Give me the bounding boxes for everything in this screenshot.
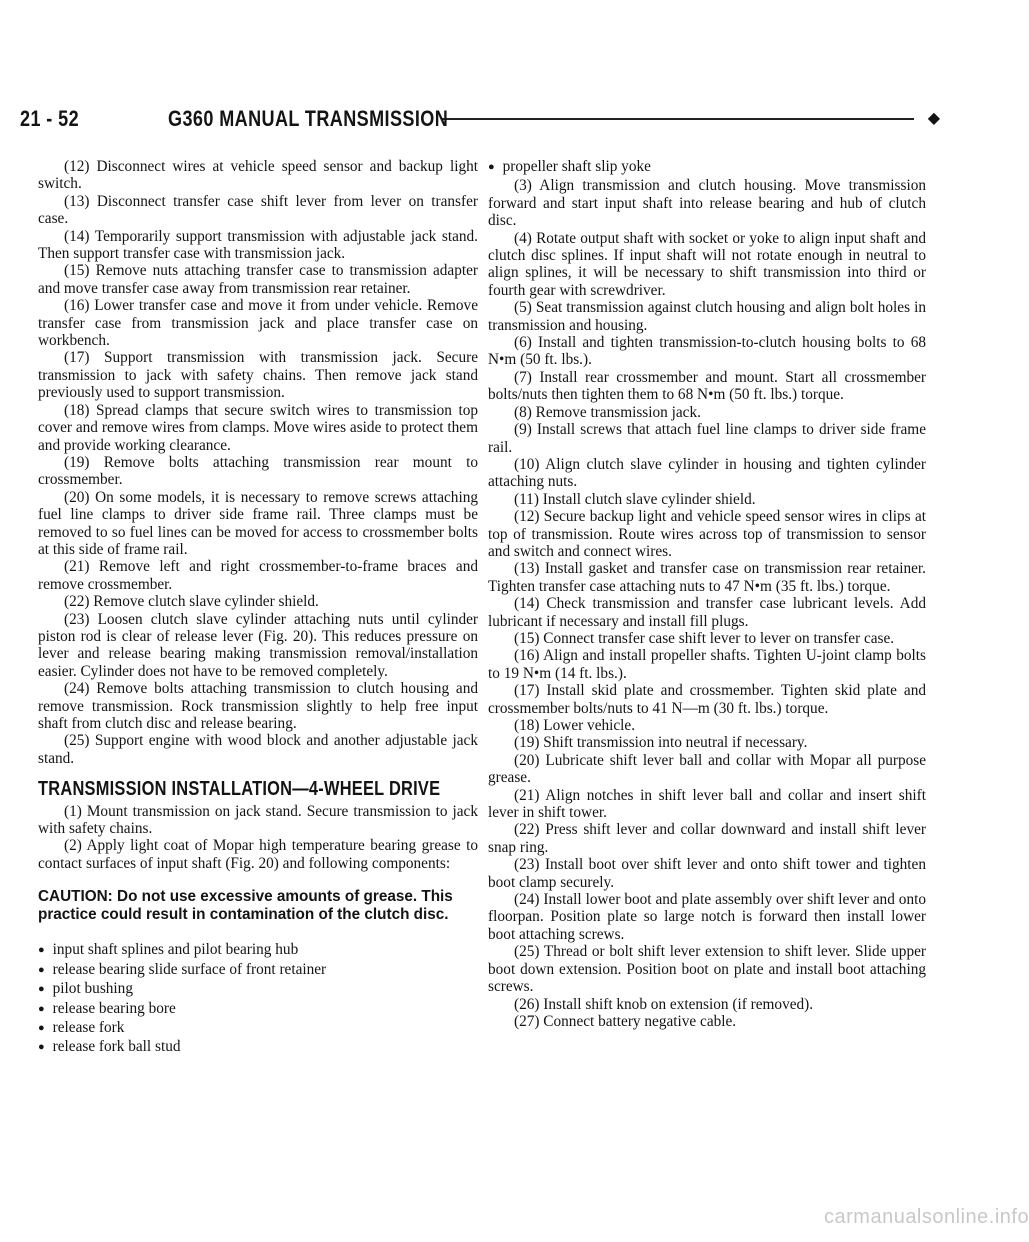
procedure-step: (20) Lubricate shift lever ball and collar with Mopar all purpose grease. — [488, 751, 926, 787]
section-heading: TRANSMISSION INSTALLATION—4-WHEEL DRIVE — [38, 778, 441, 801]
right-column — [488, 158, 926, 1030]
procedure-step: (14) Temporarily support transmission with adjustable jack stand. Then support transfer case with transmission jack. — [38, 227, 478, 263]
procedure-step: (26) Install shift knob on extension (if removed). — [514, 995, 814, 1013]
procedure-step: (27) Connect battery negative cable. — [514, 1012, 737, 1030]
list-item: ● release fork — [38, 1019, 478, 1038]
procedure-step: (18) Spread clamps that secure switch wires to transmission top cover and remove wires from clamps. Move wires aside to protect them and provide working clearance. — [38, 401, 478, 454]
diamond-icon: ◆ — [927, 110, 940, 127]
procedure-step: (13) Disconnect transfer case shift lever from lever on transfer case. — [38, 192, 478, 228]
procedure-step: (8) Remove transmission jack. — [514, 403, 701, 421]
procedure-step: (2) Apply light coat of Mopar high temperature bearing grease to contact surfaces of input shaft (Fig. 20) and following components: — [38, 837, 478, 872]
procedure-step: (24) Remove bolts attaching transmission to clutch housing and remove transmission. Rock transmission slightly to help free input shaft from clutch disc and release bearing. — [38, 680, 478, 732]
procedure-step: (24) Install lower boot and plate assembly over shift lever and onto floorpan. Position plate so large notch is forward then install lower boot attaching screws. — [488, 891, 926, 943]
procedure-step: (25) Support engine with wood block and another adjustable jack stand. — [38, 732, 478, 767]
procedure-step: (17) Support transmission with transmission jack. Secure transmission to jack with safety chains. Then remove jack stand previously used to support transmission. — [38, 349, 478, 402]
procedure-step: (16) Align and install propeller shafts. Tighten U-joint clamp bolts to 19 N•m (14 ft. lbs.). — [488, 647, 926, 682]
procedure-step: (10) Align clutch slave cylinder in housing and tighten cylinder attaching nuts. — [488, 455, 926, 491]
procedure-step: (15) Connect transfer case shift lever to lever on transfer case. — [514, 629, 895, 647]
procedure-step: (22) Remove clutch slave cylinder shield. — [64, 593, 319, 611]
procedure-step: (12) Disconnect wires at vehicle speed sensor and backup light switch. — [38, 158, 478, 193]
procedure-step: (25) Thread or bolt shift lever extension to shift lever. Slide upper boot down extension. Position boot on plate and install boot attaching screws. — [488, 943, 926, 996]
install-steps — [38, 803, 478, 873]
procedure-step: (7) Install rear crossmember and mount. Start all crossmember bolts/nuts then tighten them to 68 N•m (50 ft. lbs.) torque. — [488, 368, 926, 404]
procedure-step: (13) Install gasket and transfer case on transmission rear retainer. Tighten transfer case attaching nuts to 47 N•m (35 ft. lbs.) torque. — [488, 560, 926, 595]
procedure-step: (22) Press shift lever and collar downward and install shift lever snap ring. — [488, 821, 926, 856]
procedure-step: (12) Secure backup light and vehicle speed sensor wires in clips at top of transmission. Route wires across top of transmission to sensor and switch and connect wires. — [488, 508, 926, 560]
list-item: ● release bearing bore — [38, 1000, 478, 1019]
procedure-step: (18) Lower vehicle. — [514, 717, 636, 734]
list-item: ● pilot bushing — [38, 980, 478, 999]
grease-component-list — [38, 941, 478, 1057]
procedure-step: (11) Install clutch slave cylinder shield. — [514, 490, 756, 508]
list-item: ● propeller shaft slip yoke — [488, 158, 926, 177]
procedure-step: (17) Install skid plate and crossmember. Tighten skid plate and crossmember bolts/nuts to 41 N—m (30 ft. lbs.) torque. — [488, 682, 926, 717]
header-rule — [442, 118, 914, 120]
procedure-step: (23) Loosen clutch slave cylinder attaching nuts until cylinder piston rod is clear of release lever (Fig. 20). This reduces pressure on lever and release bearing making transmission removal/installation easier. Cylinder does not have to be removed completely. — [38, 610, 478, 680]
page-number: 21 - 52 — [20, 106, 80, 131]
procedure-step: (4) Rotate output shaft with socket or yoke to align input shaft and clutch disc splines. If input shaft will not rotate enough in neutral to align splines, it will be necessary to shift transmission into third or fourth gear with screwdriver. — [488, 229, 926, 299]
grease-component-list-continued — [488, 158, 926, 177]
procedure-step: (23) Install boot over shift lever and onto shift tower and tighten boot clamp securely. — [488, 856, 926, 891]
list-item: ● input shaft splines and pilot bearing hub — [38, 941, 478, 960]
procedure-step: (5) Seat transmission against clutch housing and align bolt holes in transmission and housing. — [488, 299, 926, 334]
procedure-step: (1) Mount transmission on jack stand. Secure transmission to jack with safety chains. — [38, 802, 478, 838]
procedure-step: (20) On some models, it is necessary to remove screws attaching fuel line clamps to driver side frame rail. Three clamps must be removed to so fuel lines can be moved for access to crossmember bolts at this side of frame rail. — [38, 488, 478, 558]
procedure-step: (3) Align transmission and clutch housing. Move transmission forward and start input shaft into release bearing and hub of clutch disc. — [488, 177, 926, 230]
procedure-step: (21) Remove left and right crossmember-to-frame braces and remove crossmember. — [38, 558, 478, 593]
watermark: carmanualsonline.info — [824, 1206, 1029, 1228]
left-steps — [38, 158, 478, 767]
procedure-step: (9) Install screws that attach fuel line clamps to driver side frame rail. — [488, 421, 926, 456]
procedure-step: (15) Remove nuts attaching transfer case to transmission adapter and move transfer case away from transmission rear retainer. — [38, 262, 478, 297]
right-steps — [488, 177, 926, 1030]
procedure-step: (21) Align notches in shift lever ball and collar and insert shift lever in shift tower. — [488, 786, 926, 822]
procedure-step: (14) Check transmission and transfer case lubricant levels. Add lubricant if necessary and install fill plugs. — [488, 595, 926, 630]
caution-note: CAUTION: Do not use excessive amounts of grease. This practice could result in contamination of the clutch disc. — [38, 888, 453, 923]
procedure-step: (19) Remove bolts attaching transmission rear mount to crossmember. — [38, 453, 478, 489]
page-title: G360 MANUAL TRANSMISSION — [168, 106, 449, 131]
procedure-step: (19) Shift transmission into neutral if necessary. — [514, 734, 808, 752]
list-item: ● release bearing slide surface of front retainer — [38, 961, 478, 980]
procedure-step: (6) Install and tighten transmission-to-clutch housing bolts to 68 N•m (50 ft. lbs.). — [488, 334, 926, 369]
procedure-step: (16) Lower transfer case and move it from under vehicle. Remove transfer case from transmission jack and place transfer case on workbench. — [38, 297, 478, 350]
list-item: ● release fork ball stud — [38, 1038, 478, 1057]
page-header — [20, 104, 940, 134]
left-column — [38, 158, 478, 1058]
